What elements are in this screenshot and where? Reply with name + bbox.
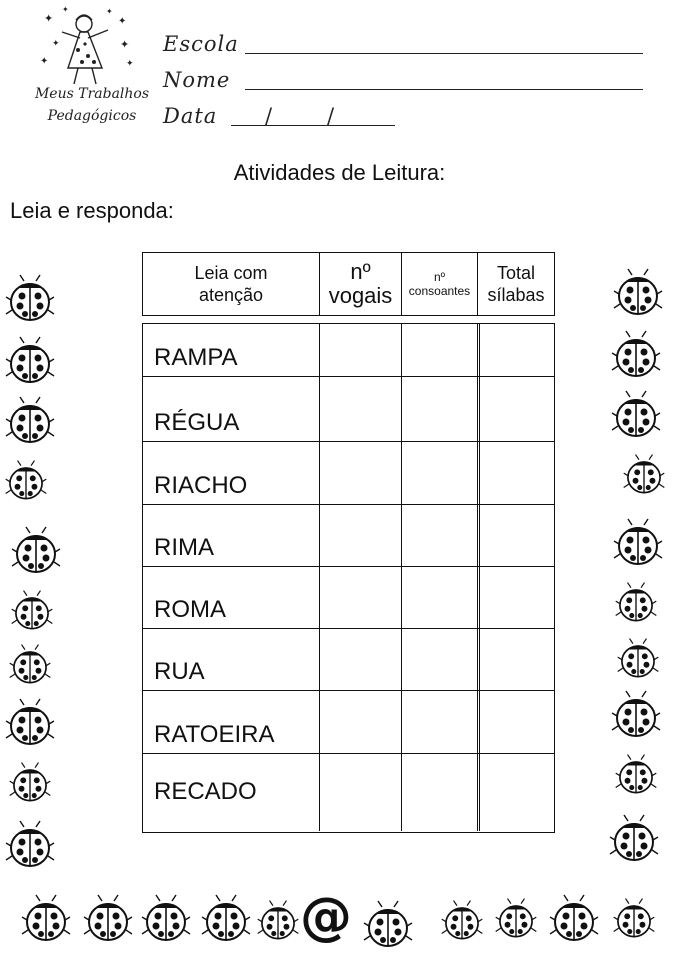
word-cell: ROMA bbox=[154, 596, 226, 623]
ladybug-icon bbox=[614, 752, 658, 796]
vowels-cell[interactable] bbox=[319, 442, 401, 504]
ladybug-icon bbox=[614, 580, 658, 624]
syllables-cell[interactable] bbox=[477, 377, 554, 441]
ladybug-icon bbox=[612, 516, 664, 568]
word-cell: RUA bbox=[154, 658, 205, 685]
header-consonants-line1: nº bbox=[433, 270, 446, 284]
ladybug-icon bbox=[82, 892, 134, 944]
svg-text:✦: ✦ bbox=[118, 16, 127, 27]
header-syllables-line2: sílabas bbox=[487, 285, 545, 305]
ladybug-icon bbox=[622, 452, 666, 496]
instruction-text: Leia e responda: bbox=[10, 198, 174, 223]
word-cell: RIACHO bbox=[154, 472, 248, 499]
table-row bbox=[143, 504, 554, 566]
name-label: Nome bbox=[163, 68, 231, 92]
table-row bbox=[143, 441, 554, 504]
ladybug-icon bbox=[10, 524, 62, 576]
syllables-cell[interactable] bbox=[477, 567, 554, 628]
syllables-cell[interactable] bbox=[477, 754, 554, 831]
ladybug-icon bbox=[4, 458, 48, 502]
consonants-cell[interactable] bbox=[401, 567, 477, 628]
date-field bbox=[163, 100, 403, 130]
table-header bbox=[142, 252, 555, 316]
logo-text-line1: Meus Trabalhos bbox=[34, 86, 150, 102]
vowels-cell[interactable] bbox=[319, 377, 401, 441]
svg-text:✦: ✦ bbox=[120, 39, 130, 51]
ladybug-icon bbox=[200, 892, 252, 944]
header-syllables bbox=[477, 253, 554, 315]
date-separator-1: / bbox=[265, 104, 274, 128]
ladybug-icon bbox=[612, 896, 656, 940]
table-row bbox=[143, 324, 554, 376]
vowels-cell[interactable] bbox=[319, 324, 401, 376]
table-row bbox=[143, 376, 554, 441]
header-vowels bbox=[319, 253, 401, 315]
at-symbol-icon: @ bbox=[300, 887, 352, 947]
ladybug-icon bbox=[140, 892, 192, 944]
vowels-cell[interactable] bbox=[319, 505, 401, 566]
ladybug-icon bbox=[610, 388, 662, 440]
name-field bbox=[163, 64, 643, 94]
vowels-cell[interactable] bbox=[319, 691, 401, 753]
header-read-line2: atenção bbox=[198, 285, 264, 305]
word-cell: RATOEIRA bbox=[154, 721, 275, 748]
header-vowels-line2: vogais bbox=[328, 283, 393, 308]
ladybug-icon bbox=[616, 636, 660, 680]
consonants-cell[interactable] bbox=[401, 377, 477, 441]
word-cell: RIMA bbox=[154, 534, 214, 561]
vowels-cell[interactable] bbox=[319, 754, 401, 831]
syllables-cell[interactable] bbox=[477, 442, 554, 504]
svg-text:✦: ✦ bbox=[52, 38, 60, 48]
ladybug-icon bbox=[10, 588, 54, 632]
ladybug-icon bbox=[608, 812, 660, 864]
ladybug-icon bbox=[362, 898, 414, 950]
svg-text:✦: ✦ bbox=[126, 58, 134, 68]
ladybug-icon bbox=[440, 898, 484, 942]
consonants-cell[interactable] bbox=[401, 442, 477, 504]
ladybug-icon bbox=[8, 642, 52, 686]
ladybug-icon bbox=[612, 266, 664, 318]
header-read-line1: Leia com bbox=[194, 263, 268, 283]
ladybug-icon bbox=[4, 272, 56, 324]
consonants-cell[interactable] bbox=[401, 629, 477, 690]
school-line bbox=[245, 53, 643, 54]
syllables-cell[interactable] bbox=[477, 629, 554, 690]
school-label: Escola bbox=[163, 32, 239, 56]
consonants-cell[interactable] bbox=[401, 754, 477, 831]
school-field bbox=[163, 28, 643, 58]
ladybug-icon bbox=[20, 892, 72, 944]
word-cell: RECADO bbox=[154, 778, 257, 805]
svg-text:✦: ✦ bbox=[44, 13, 54, 25]
logo-text-line2: Pedagógicos bbox=[47, 108, 137, 124]
svg-text:✦: ✦ bbox=[62, 6, 69, 14]
word-table bbox=[142, 323, 555, 833]
syllables-cell[interactable] bbox=[477, 324, 554, 376]
ladybug-icon bbox=[4, 696, 56, 748]
ladybug-icon bbox=[4, 334, 56, 386]
table-row bbox=[143, 628, 554, 690]
ladybug-icon bbox=[8, 760, 52, 804]
word-cell: RAMPA bbox=[154, 344, 238, 371]
date-separator-2: / bbox=[327, 104, 336, 128]
ladybug-icon bbox=[4, 394, 56, 446]
word-cell: RÉGUA bbox=[154, 409, 240, 436]
ladybug-icon bbox=[4, 818, 56, 870]
consonants-cell[interactable] bbox=[401, 505, 477, 566]
header-vowels-line1: nº bbox=[350, 259, 371, 284]
header-read bbox=[143, 253, 319, 315]
table-row bbox=[143, 566, 554, 628]
header-syllables-line1: Total bbox=[496, 263, 535, 283]
date-label: Data bbox=[163, 104, 218, 128]
header-consonants bbox=[401, 253, 477, 315]
vowels-cell[interactable] bbox=[319, 567, 401, 628]
page-title: Atividades de Leitura: bbox=[233, 160, 446, 185]
table-row bbox=[143, 753, 554, 831]
header-consonants-line2: consoantes bbox=[408, 284, 471, 298]
ladybug-icon bbox=[610, 688, 662, 740]
syllables-cell[interactable] bbox=[477, 505, 554, 566]
svg-text:✦: ✦ bbox=[106, 7, 113, 16]
date-line bbox=[231, 125, 395, 126]
ladybug-icon bbox=[494, 896, 538, 940]
consonants-cell[interactable] bbox=[401, 691, 477, 753]
ladybug-icon bbox=[256, 898, 300, 942]
ladybug-icon bbox=[548, 892, 600, 944]
table-row bbox=[143, 690, 554, 753]
svg-text:✦: ✦ bbox=[40, 56, 49, 67]
name-line bbox=[245, 89, 643, 90]
consonants-cell[interactable] bbox=[401, 324, 477, 376]
ladybug-icon bbox=[610, 328, 662, 380]
syllables-cell[interactable] bbox=[477, 691, 554, 753]
vowels-cell[interactable] bbox=[319, 629, 401, 690]
